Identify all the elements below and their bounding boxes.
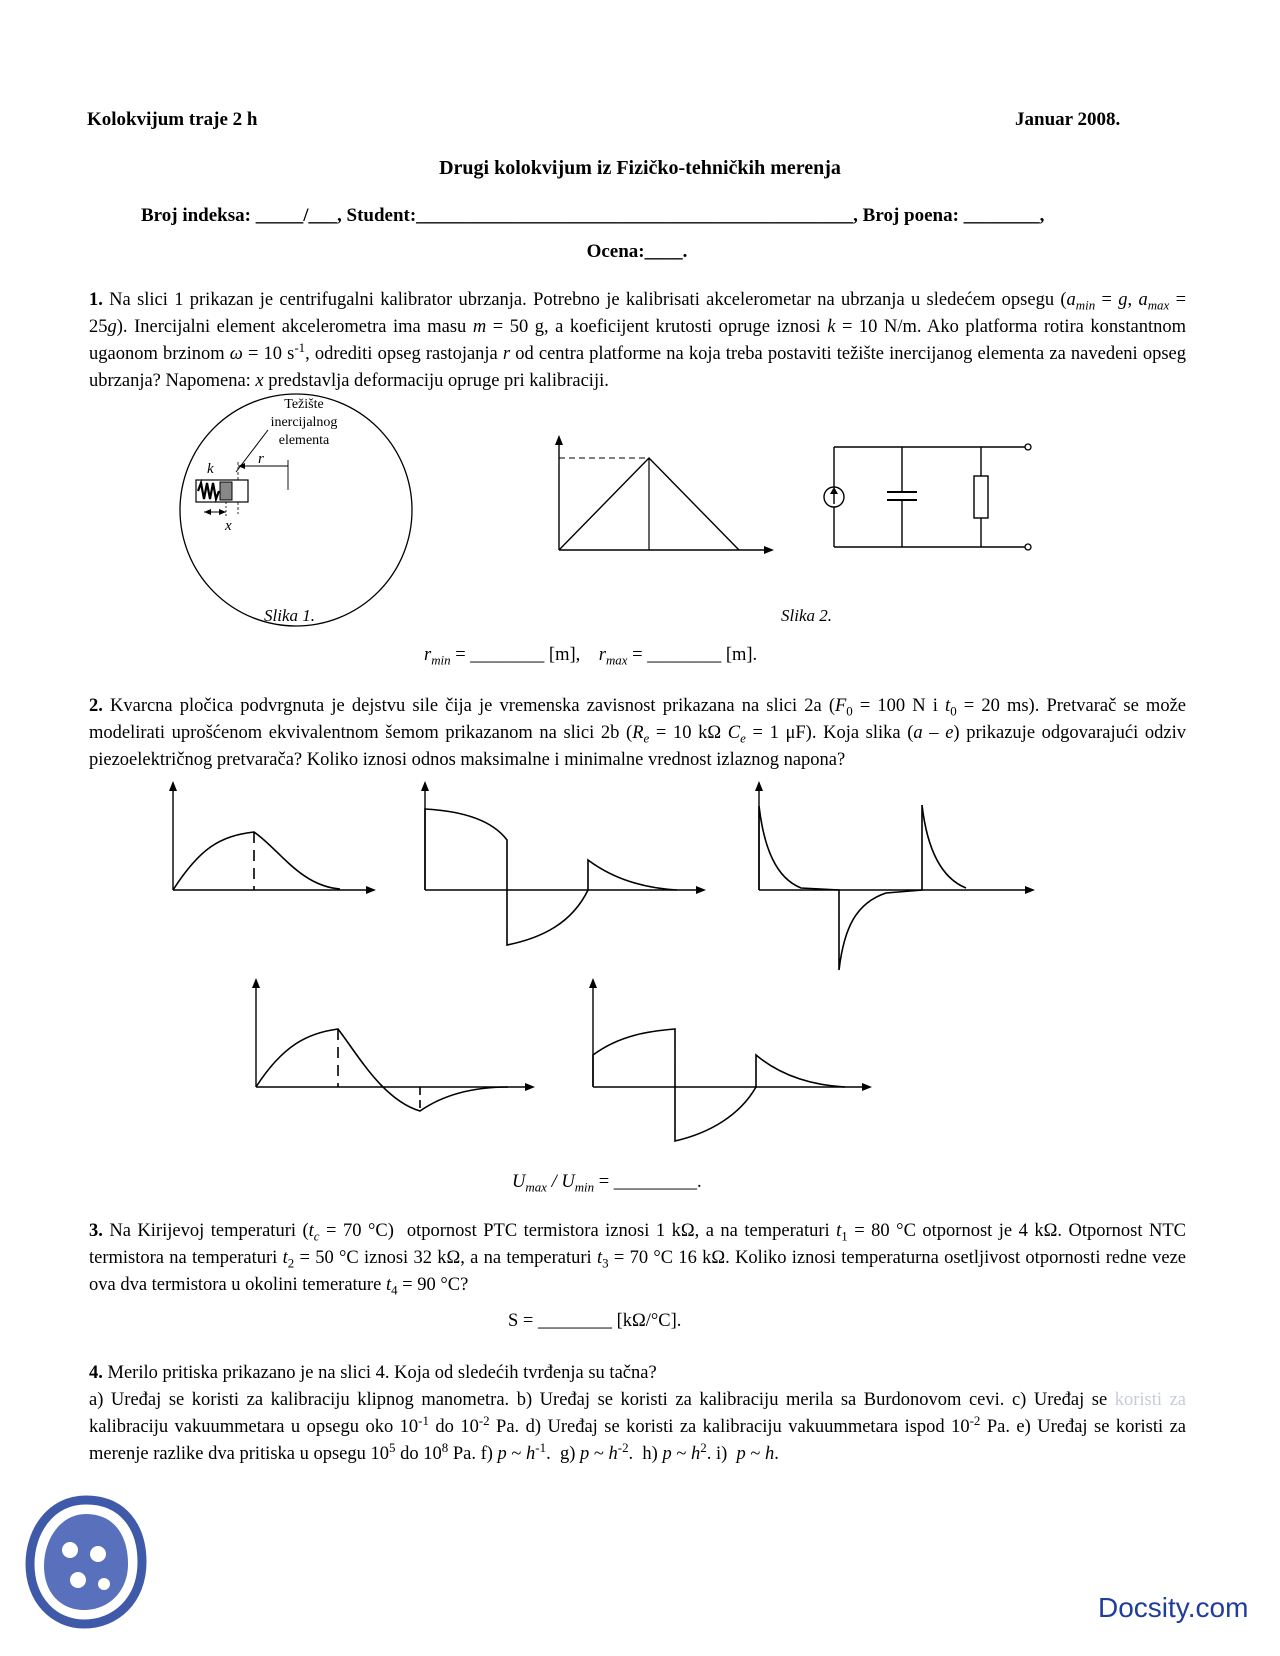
fig1-label-line1: Težište: [284, 397, 324, 412]
question-1-number: 1.: [89, 290, 103, 310]
question-2-text: 2. Kvarcna pločica podvrgnuta je dejstvu sile čija je vremenska zavisnost prikazana na slici 2a ($F_0 = 100$ N i $t_0 = 20$ ms). Pretvarač se može modelirati uprošćenom ekvivalentnom šemom prikazanom na slici 2b ($R_e = 10$ kΩ $C_e = 1$ μF). Koja slika (a – e) prikazuje odgovarajući odziv piezoelektričnog pretvarača? Koliko iznosi odnos maksimalne i minimalne vrednost izlaznog napona?: [89, 696, 1186, 770]
resistor-icon: [974, 476, 988, 518]
question-3-number: 3.: [89, 1221, 103, 1241]
figure-2-caption: Slika 2.: [781, 606, 832, 625]
page-title: Drugi kolokvijum iz Fizičko-tehničkih merenja: [439, 157, 841, 179]
answer-sensitivity: S = ________ [kΩ/°C].: [508, 1311, 682, 1331]
question-4-text: 4. Merilo pritiska prikazano je na slici 4. Koja od sledećih tvrđenja su tačna? a) Uređaj se koristi za kalibraciju klipnog manometra. b) Uređaj se koristi za kalibraciju merila sa Burdonovom cevi. c) Uređaj se koristi za kalibraciju vakuummetara u opsegu oko $10^{-1}$ do $10^{-2}$ Pa. d) Uređaj se koristi za kalibraciju vakuummetara ispod $10^{-2}$ Pa. e) Uređaj se koristi za merenje razlike dva pritiska u opsegu $10^5$ do $10^8$ Pa. f) p ~ $h^{-1}$. g) p ~ $h^{-2}$. h) p ~ $h^2$. i) p ~ h.: [89, 1363, 1187, 1464]
student-line: Broj indeksa: _____/___, Student:______________________________________________, Broj poena: ________,: [141, 205, 1045, 226]
figure-2a-force-graph: [550, 433, 780, 593]
response-graph-b: [412, 778, 712, 968]
answer-voltage-ratio: $U_{max} / U_{min}$ = _________.: [512, 1172, 702, 1195]
grade-line: Ocena:____.: [586, 241, 688, 262]
watermark-obscured-text: koristi za: [1114, 1390, 1187, 1410]
docsity-logo-icon: [24, 1492, 148, 1632]
duration-label: Kolokvijum traje 2 h: [87, 109, 258, 130]
docsity-brand[interactable]: Docsity.com: [1098, 1592, 1249, 1623]
y-axis-arrow-icon: [555, 435, 563, 445]
output-terminal-bottom: [1025, 544, 1031, 550]
mass-block: [220, 482, 232, 500]
response-graph-c: [746, 778, 1046, 978]
r-label: r: [258, 451, 264, 467]
question-2-number: 2.: [89, 696, 103, 716]
question-1-text: 1. Na slici 1 prikazan je centrifugalni kalibrator ubrzanja. Potrebno je kalibrisati akcelerometar na ubrzanja u sledećem opsegu ($a_{min} = g$, $a_{max} = 25g$). Inercijalni element akcelerometra ima masu m = 50 g, a koeficijent krutosti opruge iznosi k = 10 N/m. Ako platforma rotira konstantnom ugaonom brzinom ω = 10 $s^{-1}$, odrediti opseg rastojanja r od centra platforme na koja treba postaviti težište inercijanog elementa za navedeni opseg ubrzanja? Napomena: x predstavlja deformaciju opruge pri kalibraciji.: [89, 290, 1187, 391]
fig1-label-line2: inercijalnog: [270, 415, 338, 430]
question-3-text: 3. Na Kirijevoj temperaturi ($t_c = 70$ °C) otpornost PTC termistora iznosi 1 kΩ, a na temperaturi $t_1 = 80$ °C otpornost je 4 kΩ. Otpornost NTC termistora na temperaturi $t_2 = 50$ °C iznosi 32 kΩ, a na temperaturi $t_3 = 70$ °C 16 kΩ. Koliko iznosi temperaturna osetljivost otpornosti redne veze ova dva termistora u okolini temerature $t_4 = 90$ °C?: [89, 1221, 1186, 1298]
question-4-number: 4.: [89, 1363, 103, 1383]
figure-1-caption: Slika 1.: [264, 606, 315, 625]
figure-1-diagram: [176, 390, 416, 630]
date-label: Januar 2008.: [1015, 109, 1121, 130]
response-graph-e: [580, 975, 880, 1145]
spring-k-label: k: [207, 461, 214, 477]
x-axis-arrow-icon: [764, 546, 774, 554]
x-label: x: [225, 518, 232, 534]
output-terminal-top: [1025, 444, 1031, 450]
fig1-label-line3: elementa: [278, 433, 330, 448]
figure-2b-circuit: [820, 440, 1040, 560]
response-graph-d: [243, 975, 543, 1125]
answer-r-range: $r_{min}$ = ________ [m], $r_{max}$ = ________ [m].: [424, 645, 758, 668]
response-graph-a: [160, 778, 390, 908]
